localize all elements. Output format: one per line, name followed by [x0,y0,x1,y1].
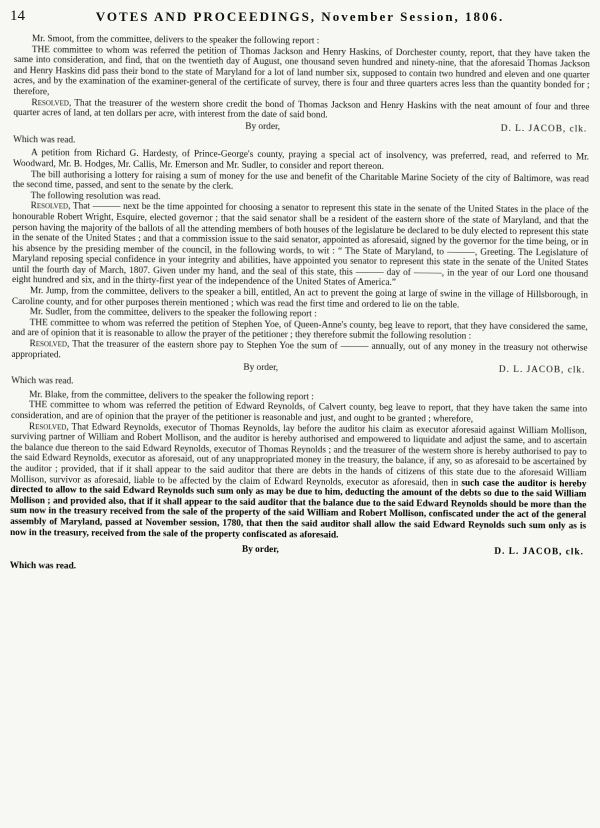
resolved-word: Resolved, [29,339,70,350]
which-was-read: Which was read. [9,561,77,572]
which-was-read: Which was read. [11,376,74,387]
reynolds-resolution [10,422,587,543]
blake-intro: Mr. Blake, from the committee, delivers to the speaker the following report : [29,389,314,403]
resolved-word: Resolved, [28,421,69,433]
jump-bill: Mr. Jump, from the committee, delivers to the speaker a bill, entitled, An act to prevent the going at large of swine in the village of Hillsborough, in Caroline county, and for other purposes therein mentioned ; which was read the first time and ordered to lie on the table. [11,286,589,311]
resolved-word: Resolved, [30,201,71,212]
signature-row [10,542,586,560]
jackson-haskins-report: THE committee to whom was referred the petition of Thomas Jackson and Henry Haskins, of Dorchester county, report, that they have taken the same into consideration, and find, that on the twentieth day of August, one thousand seven hundred and ninety-nine, that the aforesaid Thomas Jackson and Henry Haskins did pass their bond to the state of Maryland for a lot of land number six, supposed to contain two hundred and eleven and one quarter acres, and by the examination of the examiner-general of the certificate of survey, there is four and three quarters acres less than the quantity bonded for ; therefore, [13,44,590,98]
page-number: 14 [10,8,25,24]
resolution-text: That the treasurer of the western shore credit the bond of Thomas Jackson and Henry Haskins with the neat amount of four and three quarter acres of land, at ten dollars per acre, with interest from the date of said bond. [13,98,590,121]
senator-resolution [12,201,589,290]
clerk-signature: D. L. JACOB, clk. [498,365,586,376]
running-head: VOTES AND PROCEEDINGS, November Session, 1806. [95,9,505,24]
resolution-text-heavy: such case the auditor is hereby directed to allow to the said Edward Reynolds such sum only as may be due to him, deducting the amount of the debts so due to the said William Mollison ; and provided also, that if it shall appear to the said auditor that the balance due to the said Edward Reynolds should be more than the sum now in the treasury received from the sale of the property of the said William and Robert Mollison, confiscated under the act of the general assembly of Maryland, passed at November session, 1780, that then the said auditor shall allow the said Edward Reynolds such sum only as is now in the treasury, received from the sale of the property confiscated as aforesaid. [10,478,587,541]
by-order: By order, [243,363,279,374]
lottery-bill: The bill authorising a lottery for raising a sum of money for the use and benefit of the Charitable Marine Society of the city of Baltimore, was read the second time, passed, and sent to the senate by the clerk. [12,169,589,192]
clerk-signature: D. L. JACOB, clk. [494,546,584,558]
resolution-text: That ——— next be the time appointed for choosing a senator to represent this state in the senate of the United States in the place of the honourable Robert Wright, Esquire, elected governor ; that the said senator shall be a resident of the eastern shore of the state of Maryland, and that the person having the majority of the ballots of all the attending members of both houses of the legislature be declared to be duly elected to represent this state in the senate of the United States ; and that a commission issue to the said senator, appointed as aforesaid, signed by the governor for the time being, or in his absence by the presiding member of the council, in the following words, to wit : “ The State of Maryland, to ———, Greeting. The Legislature of Maryland reposing special confidence in your integrity and abilities, have appointed you senator to represent this state in the senate of the United States until the fourth day of March, 1807. Given under my hand, and the seal of this state, this ——— day of ———, in the year of our Lord one thousand eight hundred and six, and in the thirty-first year of the independence of the United States of America.” [12,201,589,289]
document-body [10,34,590,576]
by-order: By order, [241,544,279,556]
clerk-signature: D. L. JACOB, clk. [500,123,588,135]
resolution-text: That the treasurer of the eastern shore pay to Stephen Yoe the sum of ——— annually, out of any money in the treasury not otherwise appropriated. [11,339,588,361]
by-order: By order, [245,121,281,132]
reynolds-report: THE committee to whom was referred the petition of Edward Reynolds, of Calvert county, beg leave to report, that they have taken the same into consideration, and are of opinion that the prayer of the petitioner is reasonable and just, and ought to be granted ; wherefore, [10,400,588,425]
yoe-report: THE committee to whom was referred the petition of Stephen Yoe, of Queen-Anne's county, beg leave to report, that they have considered the same, and are of opinion that it is reasonable to allow the prayer of the petitioner ; they therefore submit the following resolution : [11,317,588,343]
smoot-intro: Mr. Smoot, from the committee, delivers to the speaker the following report : [31,34,320,47]
which-was-read: Which was read. [13,134,76,146]
resolution-text: That Edward Reynolds, executor of Thomas Reynolds, lay before the auditor his claim as executor aforesaid against William Mollison, surviving partner of William and Robert Mollison, and the auditor is hereby authorised and empowered to liquidate and adjust the same, and to ascertain the balance due thereon to the said Edward Reynolds, executor of Thomas Reynolds ; and the treasurer of the western shore is hereby authorised to pay to the said Edward Reynolds, executor as aforesaid, out of any unappropriated money in the treasury, the balance, if any, so as aforesaid to be ascertained by the auditor ; provided, that if it shall appear to the said auditor that there are debts in the hands of citizens of this state due to the aforesaid William Mollison, survivor as aforesaid, liable to be affected by the claim of Edward Reynolds, executor as aforesaid, then in [10,422,587,489]
following-resolution: The following resolution was read. [30,190,161,202]
sudler-intro: Mr. Sudler, from the committee, delivers to the speaker the following report : [29,307,317,320]
hardesty-petition: A petition from Richard G. Hardesty, of Prince-George's county, praying a special act of insolvency, was preferred, read, and referred to Mr. Woodward, Mr. B. Hodges, Mr. Callis, Mr. Emerson and Mr. Sudler, to consider and report thereon. [12,148,590,172]
page-header [10,8,592,30]
resolved-word: Resolved, [31,97,72,109]
